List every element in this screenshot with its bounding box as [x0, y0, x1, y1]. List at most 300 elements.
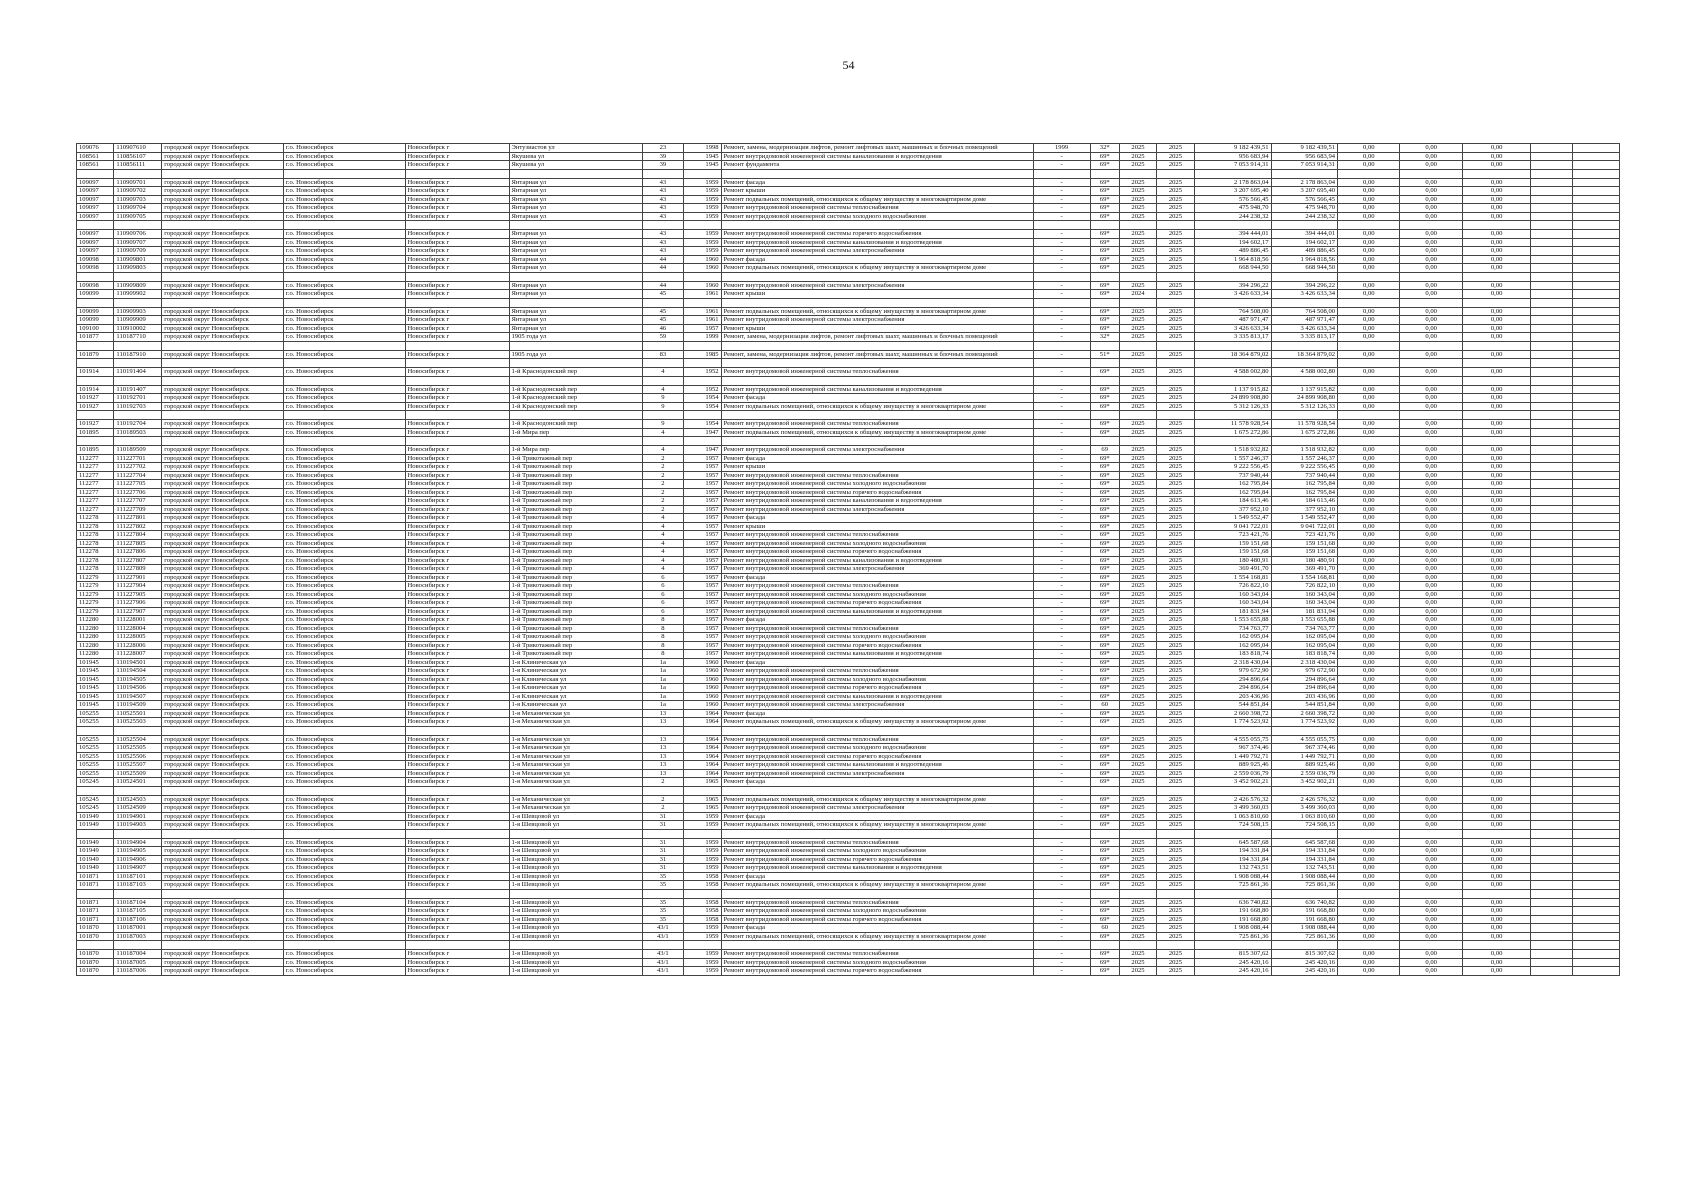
- spacer-cell: [1119, 829, 1156, 838]
- cell-build-year: 1961: [684, 307, 721, 316]
- cell-fund-cost: 544 851,84: [1271, 701, 1338, 710]
- table-row: [77, 958, 1620, 967]
- cell-plan-year-end: 2025: [1157, 932, 1194, 941]
- cell-district: г.о. Новосибирск: [283, 368, 405, 377]
- cell-house-id: 109097: [77, 178, 114, 187]
- cell-note: [1531, 420, 1573, 429]
- cell-plan-year-end: 2025: [1157, 633, 1194, 642]
- spacer-cell: [509, 376, 642, 385]
- cell-district: г.о. Новосибирск: [283, 187, 405, 196]
- cell-plan-year-start: 2025: [1119, 144, 1156, 153]
- spacer-cell: [1119, 726, 1156, 735]
- cell-budget-federal: 0,00: [1338, 539, 1400, 548]
- spacer-cell: [283, 298, 405, 307]
- cell-city: Новосибирск г: [405, 152, 509, 161]
- cell-house-number: 2: [642, 497, 684, 506]
- spacer-cell: [1157, 786, 1194, 795]
- cell-budget-federal: 0,00: [1338, 144, 1400, 153]
- cell-plan-year-start: 2025: [1119, 633, 1156, 642]
- cell-budget-local: 0,00: [1462, 590, 1531, 599]
- cell-work-type: Ремонт подвальных помещений, относящихся к общему имуществу в многоквартирном доме: [721, 264, 1033, 273]
- cell-wear: 69*: [1090, 522, 1119, 531]
- spacer-cell: [1271, 411, 1338, 420]
- cell-build-year: 1964: [684, 752, 721, 761]
- cell-budget-federal: 0,00: [1338, 924, 1400, 933]
- spacer-cell: [1400, 437, 1462, 446]
- spacer-cell: [1531, 437, 1573, 446]
- cell-plan-year-end: 2025: [1157, 522, 1194, 531]
- cell-municipality: городской округ Новосибирск: [162, 488, 284, 497]
- cell-build-year: 1957: [684, 616, 721, 625]
- spacer-cell: [162, 298, 284, 307]
- cell-work-type: Ремонт подвальных помещений, относящихся к общему имуществу в многоквартирном доме: [721, 307, 1033, 316]
- cell-fund-cost: 3 207 695,40: [1271, 187, 1338, 196]
- cell-municipality: городской округ Новосибирск: [162, 658, 284, 667]
- cell-wear: 69*: [1090, 650, 1119, 659]
- cell-house-number: 44: [642, 255, 684, 264]
- cell-work-type: Ремонт внутридомовой инженерной системы теплоснабжения: [721, 471, 1033, 480]
- cell-budget-local: 0,00: [1462, 454, 1531, 463]
- cell-extra: [1573, 692, 1620, 701]
- cell-budget-regional: 0,00: [1400, 967, 1462, 976]
- cell-note: [1531, 847, 1573, 856]
- cell-budget-federal: 0,00: [1338, 915, 1400, 924]
- cell-house-number: 2: [642, 480, 684, 489]
- cell-fund-cost: 191 668,80: [1271, 907, 1338, 916]
- cell-lift-year: -: [1033, 915, 1090, 924]
- cell-note: [1531, 821, 1573, 830]
- cell-budget-regional: 0,00: [1400, 607, 1462, 616]
- cell-budget-local: 0,00: [1462, 761, 1531, 770]
- cell-district: г.о. Новосибирск: [283, 607, 405, 616]
- cell-wear: 69*: [1090, 821, 1119, 830]
- cell-house-id: 112279: [77, 573, 114, 582]
- cell-record-id: 110191404: [114, 368, 162, 377]
- cell-house-number: 6: [642, 573, 684, 582]
- spacer-cell: [1338, 341, 1400, 350]
- cell-city: Новосибирск г: [405, 178, 509, 187]
- cell-total-cost: 2 660 398,72: [1194, 709, 1271, 718]
- cell-work-type: Ремонт внутридомовой инженерной системы канализования и водоотведения: [721, 556, 1033, 565]
- cell-budget-federal: 0,00: [1338, 864, 1400, 873]
- cell-wear: 69*: [1090, 838, 1119, 847]
- cell-city: Новосибирск г: [405, 915, 509, 924]
- cell-plan-year-start: 2025: [1119, 522, 1156, 531]
- cell-note: [1531, 161, 1573, 170]
- spacer-cell: [1271, 726, 1338, 735]
- cell-house-id: 101945: [77, 701, 114, 710]
- cell-city: Новосибирск г: [405, 701, 509, 710]
- cell-wear: 69*: [1090, 402, 1119, 411]
- cell-budget-local: 0,00: [1462, 446, 1531, 455]
- cell-plan-year-end: 2025: [1157, 590, 1194, 599]
- cell-city: Новосибирск г: [405, 471, 509, 480]
- cell-record-id: 110909909: [114, 316, 162, 325]
- cell-municipality: городской округ Новосибирск: [162, 718, 284, 727]
- cell-build-year: 1957: [684, 607, 721, 616]
- cell-lift-year: -: [1033, 394, 1090, 403]
- cell-lift-year: -: [1033, 907, 1090, 916]
- spacer-cell: [1194, 272, 1271, 281]
- cell-work-type: Ремонт фундамента: [721, 161, 1033, 170]
- spacer-cell: [1573, 411, 1620, 420]
- table-row: [77, 350, 1620, 359]
- spacer-cell: [509, 341, 642, 350]
- table-row: [77, 446, 1620, 455]
- cell-lift-year: -: [1033, 650, 1090, 659]
- cell-total-cost: 1 553 655,88: [1194, 616, 1271, 625]
- cell-plan-year-end: 2025: [1157, 324, 1194, 333]
- cell-wear: 69*: [1090, 247, 1119, 256]
- cell-plan-year-end: 2025: [1157, 967, 1194, 976]
- spacer-cell: [405, 411, 509, 420]
- cell-lift-year: -: [1033, 316, 1090, 325]
- cell-extra: [1573, 548, 1620, 557]
- cell-note: [1531, 804, 1573, 813]
- cell-house-number: 1а: [642, 684, 684, 693]
- cell-budget-federal: 0,00: [1338, 556, 1400, 565]
- cell-wear: 69*: [1090, 847, 1119, 856]
- cell-plan-year-end: 2025: [1157, 692, 1194, 701]
- spacer-cell: [1531, 941, 1573, 950]
- cell-work-type: Ремонт внутридомовой инженерной системы холодного водоснабжения: [721, 847, 1033, 856]
- cell-district: г.о. Новосибирск: [283, 667, 405, 676]
- cell-extra: [1573, 238, 1620, 247]
- table-row: [77, 152, 1620, 161]
- cell-plan-year-start: 2025: [1119, 463, 1156, 472]
- cell-city: Новосибирск г: [405, 195, 509, 204]
- cell-extra: [1573, 385, 1620, 394]
- cell-lift-year: -: [1033, 514, 1090, 523]
- table-row: [77, 368, 1620, 377]
- cell-build-year: 1957: [684, 514, 721, 523]
- spacer-cell: [1033, 341, 1090, 350]
- spacer-cell: [77, 829, 114, 838]
- cell-note: [1531, 692, 1573, 701]
- cell-plan-year-start: 2025: [1119, 385, 1156, 394]
- cell-house-number: 1а: [642, 675, 684, 684]
- cell-wear: 69*: [1090, 907, 1119, 916]
- cell-city: Новосибирск г: [405, 761, 509, 770]
- cell-fund-cost: 3 426 633,34: [1271, 324, 1338, 333]
- cell-wear: 69*: [1090, 864, 1119, 873]
- cell-note: [1531, 881, 1573, 890]
- spacer-cell: [509, 272, 642, 281]
- cell-city: Новосибирск г: [405, 967, 509, 976]
- cell-budget-regional: 0,00: [1400, 350, 1462, 359]
- cell-house-id: 112279: [77, 607, 114, 616]
- cell-budget-regional: 0,00: [1400, 539, 1462, 548]
- cell-build-year: 1960: [684, 701, 721, 710]
- cell-record-id: 111227805: [114, 539, 162, 548]
- cell-budget-regional: 0,00: [1400, 675, 1462, 684]
- cell-house-number: 2: [642, 778, 684, 787]
- cell-budget-local: 0,00: [1462, 394, 1531, 403]
- cell-municipality: городской округ Новосибирск: [162, 709, 284, 718]
- spacer-cell: [1271, 829, 1338, 838]
- cell-work-type: Ремонт внутридомовой инженерной системы горячего водоснабжения: [721, 967, 1033, 976]
- table-row: [77, 804, 1620, 813]
- cell-district: г.о. Новосибирск: [283, 650, 405, 659]
- cell-record-id: 110909809: [114, 281, 162, 290]
- spacer-cell: [162, 437, 284, 446]
- cell-work-type: Ремонт крыши: [721, 187, 1033, 196]
- spacer-cell: [1157, 221, 1194, 230]
- cell-lift-year: -: [1033, 281, 1090, 290]
- cell-fund-cost: 294 896,64: [1271, 675, 1338, 684]
- spacer-cell: [77, 359, 114, 368]
- cell-house-number: 4: [642, 539, 684, 548]
- cell-plan-year-end: 2025: [1157, 872, 1194, 881]
- cell-work-type: Ремонт внутридомовой инженерной системы горячего водоснабжения: [721, 915, 1033, 924]
- spacer-cell: [162, 359, 284, 368]
- table-row: [77, 204, 1620, 213]
- cell-record-id: 110187005: [114, 958, 162, 967]
- cell-note: [1531, 463, 1573, 472]
- spacer-row: [77, 889, 1620, 898]
- cell-house-id: 112278: [77, 539, 114, 548]
- cell-budget-local: 0,00: [1462, 463, 1531, 472]
- cell-wear: 69*: [1090, 761, 1119, 770]
- cell-wear: 69*: [1090, 187, 1119, 196]
- cell-city: Новосибирск г: [405, 744, 509, 753]
- cell-work-type: Ремонт подвальных помещений, относящихся к общему имуществу в многоквартирном доме: [721, 402, 1033, 411]
- cell-budget-local: 0,00: [1462, 898, 1531, 907]
- cell-fund-cost: 9 222 556,45: [1271, 463, 1338, 472]
- cell-extra: [1573, 872, 1620, 881]
- cell-municipality: городской округ Новосибирск: [162, 795, 284, 804]
- cell-district: г.о. Новосибирск: [283, 480, 405, 489]
- spacer-cell: [721, 341, 1033, 350]
- cell-record-id: 111227901: [114, 573, 162, 582]
- table-row: [77, 247, 1620, 256]
- cell-house-id: 108561: [77, 161, 114, 170]
- cell-budget-regional: 0,00: [1400, 471, 1462, 480]
- cell-city: Новосибирск г: [405, 692, 509, 701]
- cell-extra: [1573, 701, 1620, 710]
- cell-budget-local: 0,00: [1462, 778, 1531, 787]
- cell-build-year: 1957: [684, 471, 721, 480]
- cell-plan-year-end: 2025: [1157, 864, 1194, 873]
- cell-house-id: 109076: [77, 144, 114, 153]
- cell-municipality: городской округ Новосибирск: [162, 881, 284, 890]
- cell-city: Новосибирск г: [405, 350, 509, 359]
- cell-plan-year-start: 2025: [1119, 701, 1156, 710]
- cell-lift-year: -: [1033, 539, 1090, 548]
- cell-city: Новосибирск г: [405, 446, 509, 455]
- table-row: [77, 548, 1620, 557]
- cell-budget-regional: 0,00: [1400, 624, 1462, 633]
- cell-plan-year-end: 2025: [1157, 675, 1194, 684]
- cell-fund-cost: 725 861,36: [1271, 932, 1338, 941]
- cell-budget-regional: 0,00: [1400, 505, 1462, 514]
- cell-street: 1-й Трикотажный пер: [509, 616, 642, 625]
- cell-lift-year: -: [1033, 864, 1090, 873]
- cell-district: г.о. Новосибирск: [283, 238, 405, 247]
- cell-extra: [1573, 950, 1620, 959]
- spacer-cell: [642, 889, 684, 898]
- cell-municipality: городской округ Новосибирск: [162, 195, 284, 204]
- cell-note: [1531, 480, 1573, 489]
- spacer-cell: [1033, 272, 1090, 281]
- cell-street: 1-я Шевцовой ул: [509, 924, 642, 933]
- cell-plan-year-end: 2025: [1157, 582, 1194, 591]
- cell-build-year: 1999: [684, 333, 721, 342]
- cell-work-type: Ремонт внутридомовой инженерной системы теплоснабжения: [721, 735, 1033, 744]
- cell-budget-regional: 0,00: [1400, 915, 1462, 924]
- cell-budget-regional: 0,00: [1400, 307, 1462, 316]
- cell-wear: 69*: [1090, 161, 1119, 170]
- cell-district: г.о. Новосибирск: [283, 505, 405, 514]
- cell-fund-cost: 723 421,76: [1271, 531, 1338, 540]
- spacer-cell: [1119, 272, 1156, 281]
- cell-fund-cost: 369 491,70: [1271, 565, 1338, 574]
- spacer-cell: [684, 829, 721, 838]
- cell-total-cost: 1 908 088,44: [1194, 924, 1271, 933]
- cell-wear: 69*: [1090, 238, 1119, 247]
- cell-wear: 69*: [1090, 881, 1119, 890]
- cell-budget-federal: 0,00: [1338, 324, 1400, 333]
- cell-plan-year-end: 2025: [1157, 514, 1194, 523]
- cell-fund-cost: 294 896,64: [1271, 684, 1338, 693]
- cell-house-number: 2: [642, 454, 684, 463]
- cell-house-id: 112277: [77, 505, 114, 514]
- cell-budget-local: 0,00: [1462, 522, 1531, 531]
- cell-fund-cost: 4 588 002,80: [1271, 368, 1338, 377]
- cell-plan-year-end: 2025: [1157, 290, 1194, 299]
- cell-street: Янтарная ул: [509, 324, 642, 333]
- spacer-cell: [1194, 786, 1271, 795]
- cell-budget-federal: 0,00: [1338, 641, 1400, 650]
- cell-street: Янтарная ул: [509, 204, 642, 213]
- cell-plan-year-start: 2025: [1119, 932, 1156, 941]
- cell-house-number: 8: [642, 633, 684, 642]
- cell-total-cost: 544 851,84: [1194, 701, 1271, 710]
- cell-street: 1-й Трикотажный пер: [509, 633, 642, 642]
- cell-city: Новосибирск г: [405, 838, 509, 847]
- cell-municipality: городской округ Новосибирск: [162, 701, 284, 710]
- cell-city: Новосибирск г: [405, 847, 509, 856]
- cell-note: [1531, 394, 1573, 403]
- cell-fund-cost: 1 964 818,56: [1271, 255, 1338, 264]
- spacer-cell: [1400, 376, 1462, 385]
- spacer-cell: [1194, 889, 1271, 898]
- cell-wear: 69*: [1090, 804, 1119, 813]
- spacer-cell: [1033, 726, 1090, 735]
- cell-street: Энтузиастов ул: [509, 144, 642, 153]
- spacer-cell: [1338, 298, 1400, 307]
- cell-work-type: Ремонт внутридомовой инженерной системы горячего водоснабжения: [721, 488, 1033, 497]
- cell-district: г.о. Новосибирск: [283, 692, 405, 701]
- cell-budget-local: 0,00: [1462, 565, 1531, 574]
- cell-work-type: Ремонт внутридомовой инженерной системы канализования и водоотведения: [721, 385, 1033, 394]
- cell-plan-year-start: 2025: [1119, 778, 1156, 787]
- cell-work-type: Ремонт внутридомовой инженерной системы электроснабжения: [721, 565, 1033, 574]
- cell-budget-regional: 0,00: [1400, 847, 1462, 856]
- cell-budget-local: 0,00: [1462, 769, 1531, 778]
- cell-house-id: 105245: [77, 795, 114, 804]
- cell-total-cost: 203 436,96: [1194, 692, 1271, 701]
- cell-street: 1-я Клиническая ул: [509, 692, 642, 701]
- cell-total-cost: 294 896,64: [1194, 684, 1271, 693]
- cell-city: Новосибирск г: [405, 522, 509, 531]
- cell-lift-year: -: [1033, 599, 1090, 608]
- table-row: [77, 967, 1620, 976]
- cell-budget-local: 0,00: [1462, 488, 1531, 497]
- spacer-cell: [114, 221, 162, 230]
- cell-house-id: 101914: [77, 385, 114, 394]
- cell-fund-cost: 3 452 902,21: [1271, 778, 1338, 787]
- cell-work-type: Ремонт внутридомовой инженерной системы теплоснабжения: [721, 667, 1033, 676]
- spacer-cell: [1157, 359, 1194, 368]
- cell-budget-local: 0,00: [1462, 264, 1531, 273]
- spacer-cell: [1573, 829, 1620, 838]
- cell-wear: 69*: [1090, 641, 1119, 650]
- cell-build-year: 1954: [684, 420, 721, 429]
- cell-extra: [1573, 565, 1620, 574]
- cell-house-number: 6: [642, 599, 684, 608]
- cell-budget-regional: 0,00: [1400, 556, 1462, 565]
- cell-municipality: городской округ Новосибирск: [162, 307, 284, 316]
- cell-work-type: Ремонт внутридомовой инженерной системы теплоснабжения: [721, 204, 1033, 213]
- cell-wear: 69*: [1090, 368, 1119, 377]
- cell-city: Новосибирск г: [405, 212, 509, 221]
- cell-wear: 69*: [1090, 769, 1119, 778]
- spacer-cell: [1033, 829, 1090, 838]
- cell-district: г.о. Новосибирск: [283, 958, 405, 967]
- cell-plan-year-end: 2025: [1157, 281, 1194, 290]
- cell-plan-year-end: 2025: [1157, 144, 1194, 153]
- cell-street: 1-й Трикотажный пер: [509, 488, 642, 497]
- cell-note: [1531, 446, 1573, 455]
- cell-work-type: Ремонт внутридомовой инженерной системы теплоснабжения: [721, 950, 1033, 959]
- table-row: [77, 881, 1620, 890]
- cell-city: Новосибирск г: [405, 488, 509, 497]
- cell-wear: 69*: [1090, 307, 1119, 316]
- cell-wear: 69*: [1090, 616, 1119, 625]
- cell-wear: 69*: [1090, 385, 1119, 394]
- cell-total-cost: 734 763,77: [1194, 624, 1271, 633]
- cell-city: Новосибирск г: [405, 675, 509, 684]
- cell-plan-year-start: 2025: [1119, 556, 1156, 565]
- spacer-cell: [1157, 941, 1194, 950]
- spacer-cell: [1119, 341, 1156, 350]
- cell-wear: 69*: [1090, 967, 1119, 976]
- cell-plan-year-end: 2025: [1157, 556, 1194, 565]
- cell-city: Новосибирск г: [405, 599, 509, 608]
- cell-budget-regional: 0,00: [1400, 692, 1462, 701]
- cell-municipality: городской округ Новосибирск: [162, 420, 284, 429]
- cell-total-cost: 245 420,16: [1194, 958, 1271, 967]
- cell-municipality: городской округ Новосибирск: [162, 230, 284, 239]
- cell-total-cost: 159 151,68: [1194, 539, 1271, 548]
- cell-street: 1-я Механическая ул: [509, 761, 642, 770]
- cell-plan-year-end: 2025: [1157, 238, 1194, 247]
- cell-wear: 69*: [1090, 531, 1119, 540]
- spacer-cell: [509, 889, 642, 898]
- cell-work-type: Ремонт внутридомовой инженерной системы теплоснабжения: [721, 531, 1033, 540]
- cell-budget-local: 0,00: [1462, 350, 1531, 359]
- table-row: [77, 531, 1620, 540]
- cell-build-year: 1952: [684, 385, 721, 394]
- cell-house-number: 35: [642, 915, 684, 924]
- cell-house-id: 109099: [77, 316, 114, 325]
- cell-work-type: Ремонт внутридомовой инженерной системы теплоснабжения: [721, 624, 1033, 633]
- cell-fund-cost: 191 668,80: [1271, 915, 1338, 924]
- cell-plan-year-start: 2025: [1119, 152, 1156, 161]
- cell-municipality: городской округ Новосибирск: [162, 915, 284, 924]
- cell-house-id: 109097: [77, 195, 114, 204]
